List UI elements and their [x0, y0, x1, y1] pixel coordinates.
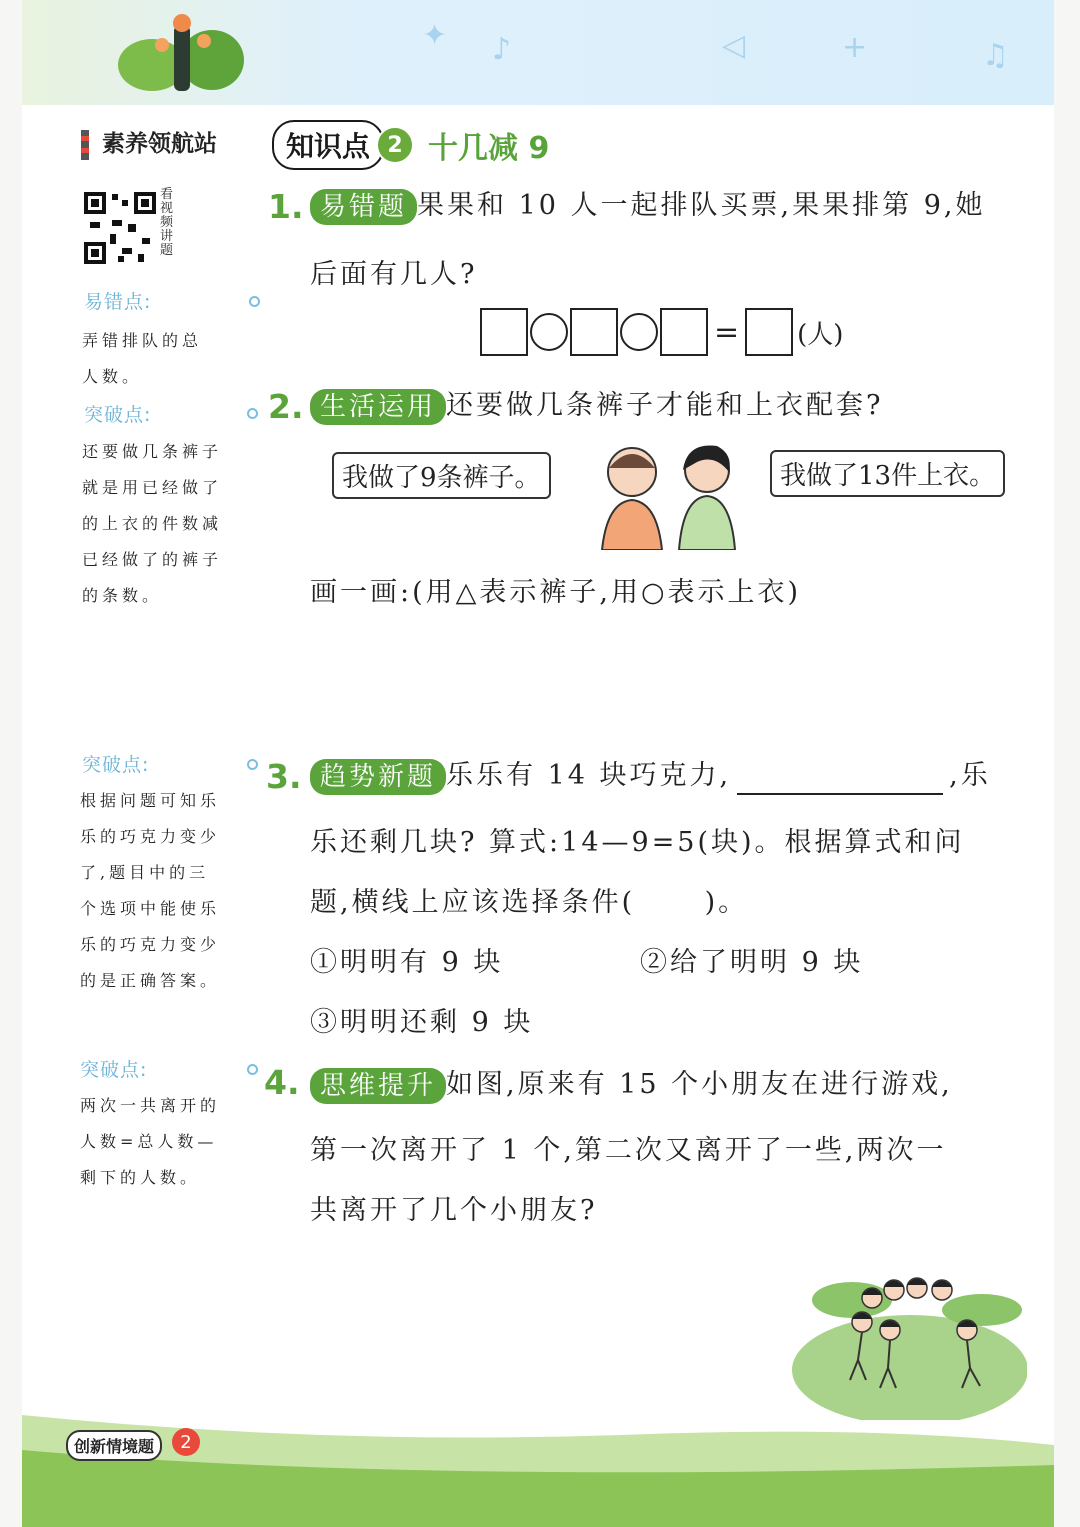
footer-label: 创新情境题: [66, 1430, 162, 1461]
question-2-tag: 生活运用: [310, 389, 446, 425]
question-3-tag: 趋势新题: [310, 759, 446, 795]
note-decoration: ♪: [492, 32, 512, 67]
operator-circle[interactable]: [620, 313, 658, 351]
operator-circle[interactable]: [530, 313, 568, 351]
note-line: 人数。: [82, 367, 143, 386]
bullet-dot: [247, 759, 258, 770]
question-3-option-3[interactable]: ③明明还剩 9 块: [310, 1007, 534, 1038]
question-3-number: 3.: [266, 757, 302, 796]
page-number: 2: [172, 1428, 200, 1456]
question-1-line2: 后面有几人?: [310, 259, 478, 290]
question-4-text: [310, 1062, 953, 1104]
question-3-line2: 乐还剩几块? 算式:14—9=5(块)。根据算式和问: [310, 827, 965, 858]
qr-caption: 看视频讲题: [160, 187, 174, 258]
speech-bubble-right: 我做了13件上衣。: [770, 450, 1005, 497]
answer-box[interactable]: [570, 308, 618, 356]
triangle-decoration: ◁: [722, 28, 746, 63]
unit-label: (人): [797, 319, 844, 350]
question-4-line3: 共离开了几个小朋友?: [310, 1195, 598, 1226]
note-line: 乐的巧克力变少: [80, 827, 221, 846]
question-4-line2: 第一次离开了 1 个,第二次又离开了一些,两次一: [310, 1135, 947, 1166]
sidebar-heading-4: 突破点:: [80, 1059, 148, 1081]
answer-box[interactable]: [480, 308, 528, 356]
question-4-number: 4.: [264, 1063, 300, 1102]
question-2-number: 2.: [268, 387, 304, 426]
bullet-dot: [247, 1064, 258, 1075]
note-line: 人数=总人数—: [80, 1132, 218, 1151]
question-4-line1: 如图,原来有 15 个小朋友在进行游戏,: [446, 1069, 953, 1100]
qr-code[interactable]: [82, 190, 158, 266]
workbook-page: [22, 0, 1054, 1527]
plus-decoration: +: [842, 30, 868, 65]
sidebar-note-3: [80, 783, 240, 999]
bullet-dot: [249, 296, 260, 307]
question-1-line1: 果果和 10 人一起排队买票,果果排第 9,她: [417, 190, 986, 221]
note-line: 个选项中能使乐: [80, 899, 221, 918]
question-3-line1a: 乐乐有 14 块巧克力,: [446, 760, 732, 791]
note-line: 的条数。: [82, 586, 163, 605]
star-decoration: ✦: [422, 18, 448, 53]
note-line: 两次一共离开的: [80, 1096, 221, 1115]
sidebar-title: 素养领航站: [102, 131, 217, 157]
question-1-number: 1.: [268, 187, 304, 226]
question-3-text: [310, 753, 991, 795]
note-line: 弄错排队的总: [82, 331, 203, 350]
bottom-grass-wave: [22, 1395, 1054, 1527]
question-1-tag: 易错题: [310, 189, 417, 225]
note-line: 了,题目中的三: [80, 863, 210, 882]
answer-box[interactable]: [660, 308, 708, 356]
note-line: 已经做了的裤子: [82, 550, 223, 569]
note-line: 的是正确答案。: [80, 971, 221, 990]
equals-sign: =: [714, 314, 740, 350]
bullet-dot: [247, 408, 258, 419]
note-line: 就是用已经做了: [82, 478, 223, 497]
note-line: 的上衣的件数减: [82, 514, 223, 533]
speech-bubble-left: 我做了9条裤子。: [332, 452, 551, 499]
music-decoration: ♫: [982, 38, 1009, 73]
question-3-option-2[interactable]: ②给了明明 9 块: [640, 947, 864, 978]
fill-in-blank[interactable]: [737, 767, 943, 795]
question-2-text: [310, 383, 884, 425]
question-3-line3: 题,横线上应该选择条件( )。: [310, 887, 749, 918]
question-4-tag: 思维提升: [310, 1068, 446, 1104]
question-1-text: [310, 183, 985, 225]
topic-title: 十几减 9: [428, 131, 550, 166]
question-2-draw-instruction: 画一画:(用△表示裤子,用○表示上衣): [310, 577, 802, 608]
note-line: 还要做几条裤子: [82, 442, 223, 461]
plant-illustration: [112, 5, 252, 97]
topic-header: [272, 120, 549, 170]
sidebar-note-1: [82, 323, 242, 395]
note-line: 乐的巧克力变少: [80, 935, 221, 954]
question-1-equation: [480, 308, 843, 356]
topic-number: 2: [376, 126, 414, 164]
question-3-option-1[interactable]: ①明明有 9 块: [310, 947, 504, 978]
topic-label: 知识点: [272, 120, 384, 170]
sidebar-heading-3: 突破点:: [82, 754, 150, 776]
sidebar-note-2: [82, 434, 242, 614]
sidebar-heading-2: 突破点:: [84, 404, 152, 426]
question-3-line1b: ,乐: [949, 760, 991, 791]
sidebar-heading-1: 易错点:: [84, 291, 152, 313]
note-line: 剩下的人数。: [80, 1168, 201, 1187]
two-tailors-illustration: [587, 440, 747, 550]
sidebar-note-4: [80, 1088, 240, 1196]
question-2-line1: 还要做几条裤子才能和上衣配套?: [446, 390, 884, 421]
answer-box[interactable]: [745, 308, 793, 356]
note-line: 根据问题可知乐: [80, 791, 221, 810]
